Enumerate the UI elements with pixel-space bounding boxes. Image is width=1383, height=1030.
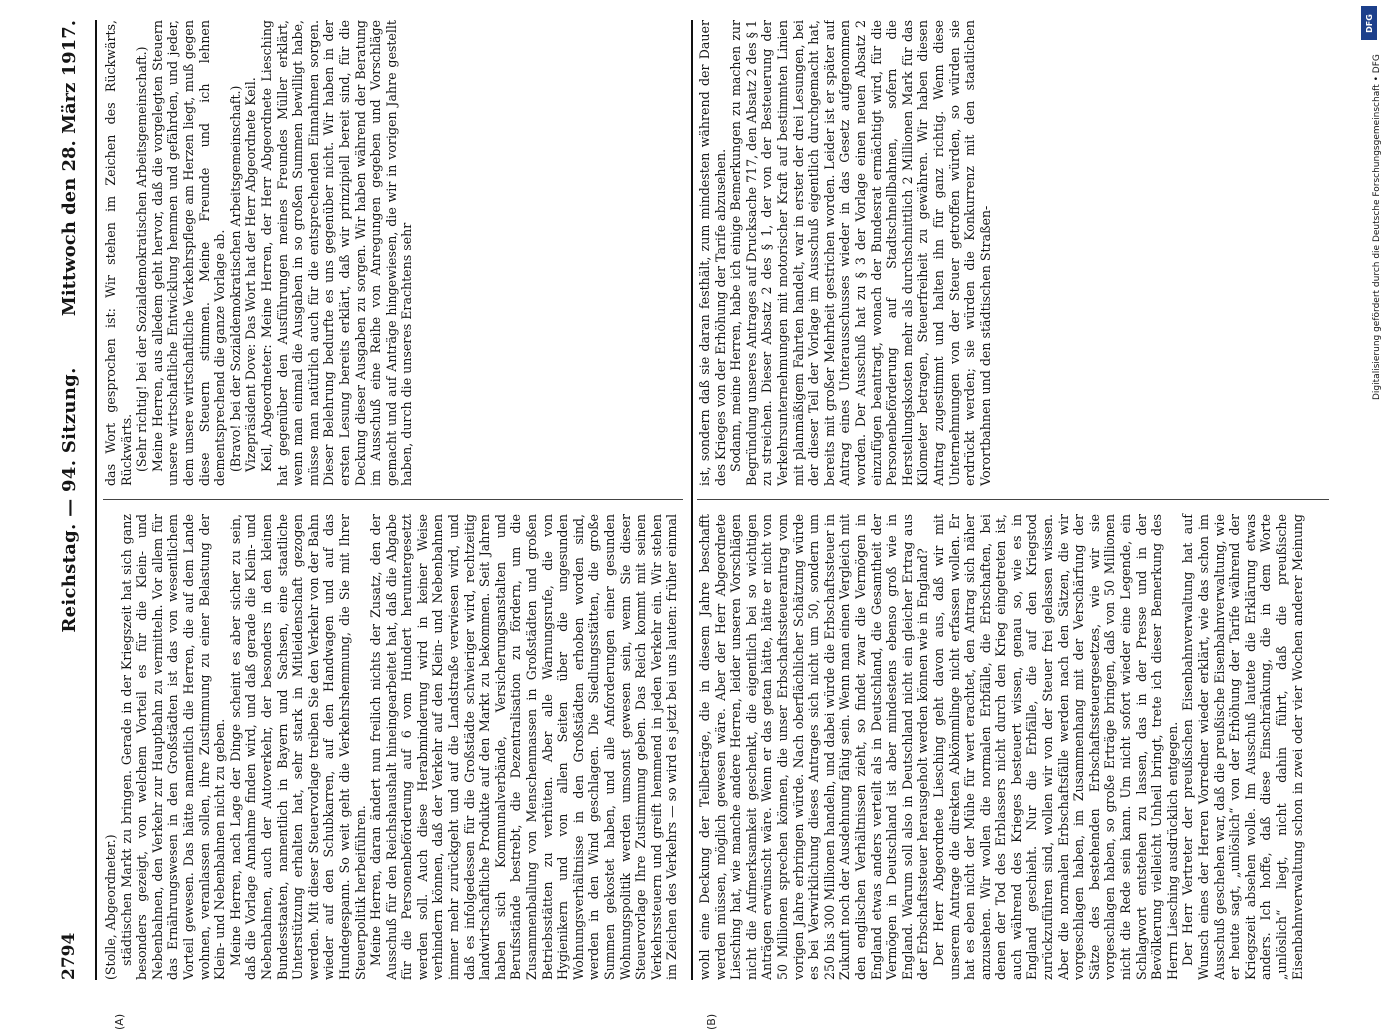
digitization-note: Digitalisierung gefördert durch die Deutsche Forschungsgemeinschaft • DFG <box>1372 54 1382 400</box>
paragraph: Keil, Abgeordneter: Meine Herren, der Herr Abgeordnete Liesching hat gegenüber den Ausführungen meines Freundes Müller erklärt, wenn man einmal die Ausgaben in so großen Summen bewilligt habe, müsse man natürlich auch für die entsprechenden Einnahmen sorgen. Dieser Belehrung bedurfte es uns gegenüber nicht. Wir haben in der ersten Lesung bereits erklärt, daß wir prinzipiell bereit sind, für die Deckung dieser Ausgaben zu sorgen. Wir haben während der Beratung im Ausschuß eine Reihe von Anregungen gegeben und Vorschläge gemacht und auf Anträge hingewiesen, die wir in vorigen Jahre gestellt haben, durch die unseres Erachtens sehr <box>258 20 415 486</box>
paragraph: Meine Herren, nach Lage der Dinge scheint es aber sicher zu sein, daß die Vorlage Annahme finden wird, und daß gerade die Klein- und Nebenbahnen, auch der Autoverkehr, der besonders in den kleinen Bundesstaaten, namentlich in Bayern und Sachsen, eine staatliche Unterstützung erhalten hat, sehr stark in Mitleidenschaft gezogen werden. Mit dieser Steuervorlage treiben Sie den Verkehr von der Bahn wieder auf den Schubkarren, auf den Handwagen und auf das Hundegespann. So weit geht die Verkehrshemmung, die Sie mit Ihrer Steuerpolitik herbeiführen. <box>227 514 368 980</box>
interjection: (Sehr richtig! bei der Sozialdemokratischen Arbeitsgemeinschaft.) <box>134 46 150 472</box>
page-number: 2794 <box>59 932 79 980</box>
paragraph: Meine Herren, aus alledem geht hervor, daß die vorgelegten Steuern unsere wirtschaftliche Entwicklung hemmen und gefährden, und jeder, dem unsere wirtschaftliche Verkehrspflege am Herzen liegt, muß gegen diese Steuern stimmen. Meine Freunde und ich lehnen dementsprechend die ganze Vorlage ab. <box>149 20 228 486</box>
interjection: (Bravo! bei der Sozialdemokratischen Arbeitsgemeinschaft.) <box>227 85 243 472</box>
upper-text-block <box>103 20 683 980</box>
paragraph: Meine Herren, daran ändert nun freilich nichts der Zusatz, den der Ausschuß für den Reichshaushalt hineingearbeitet hat, daß die Abgabe für die Personenbeförderung auf 6 vom Hundert heruntergesetzt werden soll. Auch diese Herabminderung wird in keiner Weise verhindern können, daß der Verkehr auf den Klein- und Nebenbahnen immer mehr zurückgeht und auf die Landstraße verwiesen wird, und daß es infolgedessen für die Großstädte schwieriger wird, rechtzeitig landwirtschaftliche Produkte auf den Markt zu bekommen. Seit Jahren haben sich Kommunalverbände, Versicherungsanstalten und Berufsstände bestrebt, die Dezentralisation zu fördern, um die Zusammenballung von Menschenmassen in Großstädten und großen Betriebsstätten zu verhüten. Aber alle Warnungsrufe, die von Hygienikern und von allen Seiten über die ungesunden Wohnungsverhältnisse in den Großstädten erhoben worden sind, werden in den Wind geschlagen. Die Siedlungsstätten, die große Summen gekostet haben, und alle Anforderungen einer gesunden Wohnungspolitik werden umsonst gewesen sein, wenn Sie dieser Steuervorlage Ihre Zustimmung geben. Das Reich kommt mit seinen Verkehrssteuern und greift hemmend in jeden Verkehr ein. Wir stehen im Zeichen des Verkehrs — so wird es jetzt bei uns lauten: früher einmal das Wort gesprochen ist: Wir stehen im Zeichen des Rückwärts, Rückwärts. <box>103 20 680 980</box>
rotated-page <box>55 20 1330 1030</box>
paragraph: städtischen Markt zu bringen. Gerade in der Kriegszeit hat sich ganz besonders gezeigt, von welchem Vorteil es für die Klein- und Nebenbahnen, den Verkehr zur Hauptbahn zu vermitteln. Vor allem für das Ernährungswesen in den Großstädten ist das von wesentlichem Vorteil gewesen. Das hätte namentlich die Herren, die auf dem Lande wohnen, veranlassen sollen, ihre Zustimmung zu einer Belastung der Klein- und Nebenbahnen nicht zu geben. <box>118 514 228 980</box>
session-date: Mittwoch den 28. März 1917. <box>59 20 80 317</box>
lower-text-block <box>697 20 1329 980</box>
paragraph: Vizepräsident Dove: Das Wort hat der Herr Abgeordnete Keil. <box>243 77 259 472</box>
dfg-logo <box>1361 6 1377 40</box>
paragraph: Sodann, meine Herren, habe ich einige Bemerkungen zu machen zur Begründung unseres Antrages auf Drucksache 717, den Absatz 2 des § 1 zu streichen. Dieser Absatz 2 des § 1, der von der Besteuerung der Verkehrsunternehmungen mit motorischer Kraft auf bestimmten Linien mit planmäßigem Fahrten handelt, war in erster der drei Lesungen, bei der dieser Teil der Vorlage im Ausschuß eigentlich durchgemacht hat, bereits mit großer Mehrheit gestrichen worden. Leider ist er später auf Antrag eines Unterausschusses wieder in das Gesetz aufgenommen worden. Der Ausschuß hat zu § 3 der Vorlage einen neuen Absatz 2 einzufügen beantragt, wonach der Bundesrat ermächtigt wird, für die Personenbeförderung auf Stadtschnellbahnen, sofern die Herstellungskosten mehr als durchschnittlich 2 Millionen Mark für das Kilometer betragen, Steuerfreiheit zu gewähren. Wir haben diesen Antrag zugestimmt und halten ihn für ganz richtig. Wenn diese Unternehmungen von der Steuer getroffen würden, so würden sie erdrückt werden; sie würden die Konkurrenz mit den staatlichen Vorortbahnen und den städtischen Straßen- <box>728 20 993 486</box>
session-title: Reichstag. — 94. Sitzung. <box>59 367 80 633</box>
page-header <box>55 20 97 980</box>
margin-marker-a: (A) <box>113 1013 126 1030</box>
paragraph: Der Herr Vertreter der preußischen Eisenbahnverwaltung hat auf Wunsch eines der Herren Vorredner wieder erklärt, wie das schon im Ausschuß geschehen war, daß die preußische Eisenbahnverwaltung, wie er heute sagt, „unlöslich“ von der Erhöhung der Tarife während der Kriegszeit absehen wolle. Im Ausschuß lautete die Erklärung etwas anders. Ich hoffe, daß diese Einschränkung, die in dem Worte „unlöslich“ liegt, nicht dahin führt, daß die preußische Eisenbahnverwaltung schon in zwei oder vier Wochen anderer Meinung ist, sondern daß sie daran festhält, zum mindesten während der Dauer des Krieges von der Erhöhung der Tarife abzusehen. <box>697 20 1305 980</box>
paragraph: Der Herr Abgeordnete Liesching geht davon aus, daß wir mit unserem Antrage die direkten Abkömmlinge nicht erfassen wollen. Er hat es eben nicht der Mühe für wert erachtet, den Antrag sich näher anzusehen. Wir wollen die normalen Erbfälle, die Erbschaften, bei denen der Tod des Erblassers nicht durch den Krieg eingetreten ist, auch während des Krieges besteuert wissen, genau so, wie es in England geschieht. Nur die Erbfälle, die auf den Kriegstod zurückzuführen sind, wollen wir von der Steuer frei gelassen wissen. Aber die normalen Erbschaftsfälle werden nach den Sätzen, die wir vorgeschlagen haben, im Zusammenhang mit der Verschärfung der Sätze des bestehenden Erbschaftssteuergesetzes, wie wir sie vorgeschlagen haben, so große Erträge bringen, daß von 50 Millionen nicht die Rede sein kann. Um nicht sofort wieder eine Legende, ein Schlagwort entstehen zu lassen, das in der Presse und in der Bevölkerung vielleicht Unheil bringt, trete ich dieser Bemerkung des Herrn Liesching ausdrücklich entgegen. <box>930 514 1180 980</box>
dfg-logo-text: DFG <box>1364 13 1374 33</box>
section-divider <box>691 20 693 980</box>
margin-marker-b: (B) <box>705 1013 718 1030</box>
speaker-label: (Stolle, Abgeordneter.) <box>103 834 118 980</box>
paragraph: wohl eine Deckung der Teilbeträge, die in diesem Jahre beschafft werden müssen, möglich gewesen wäre. Aber der Herr Abgeordnete Liesching hat, wie manche andere Herren, leider unseren Vorschlägen nicht die Aufmerksamkeit geschenkt, die eigentlich bei so wichtigen Anträgen erwünscht wäre. Wenn er das getan hätte, hätte er nicht von 50 Millionen sprechen können, die unser Erbschaftssteuerantrag vom vorigen Jahre erbringen würde. Nach oberflächlicher Schätzung würde es bei Verwirklichung dieses Antrages sich nicht um 50, sondern um 250 bis 300 Millionen handeln, und dabei würde die Erbschaftssteuer in Zukunft noch der Ausdehnung fähig sein. Wenn man einen Vergleich mit den englischen Verhältnissen zieht, so findet zwar die Vermögen in England etwas anders verteilt als in Deutschland, die Gesamtheit der Vermögen in Deutschland ist aber mindestens ebenso groß wie in England. Warum soll also in Deutschland nicht ein gleicher Ertrag aus der Erbschaftssteuer herausgeholt werden können wie in England? <box>697 514 931 980</box>
